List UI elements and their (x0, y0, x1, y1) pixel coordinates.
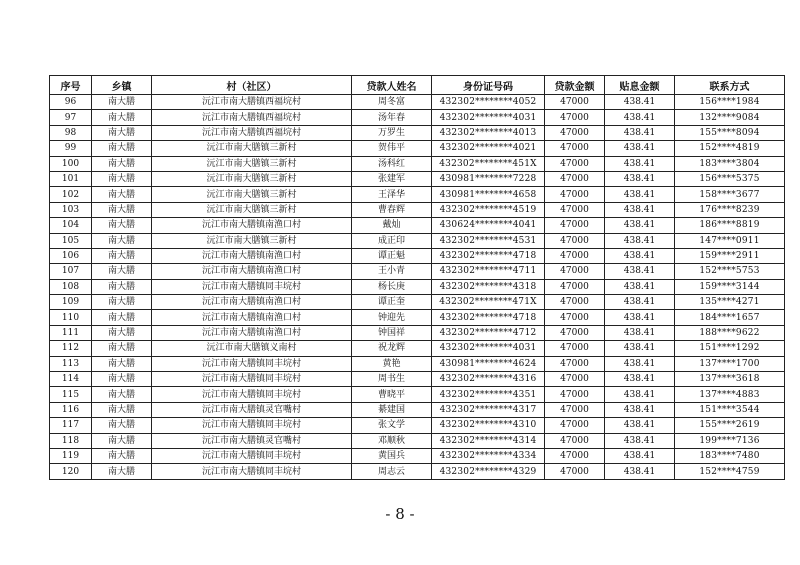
subsidy-amount-cell: 438.41 (605, 110, 675, 125)
table-row (50, 356, 785, 371)
village-cell: 沅江市南大膳镇西福垸村 (152, 125, 352, 140)
serial-number-cell: 110 (50, 310, 92, 325)
table-row (50, 233, 785, 248)
header-id-number: 身份证号码 (432, 76, 545, 95)
contact-cell: 158****3677 (675, 187, 785, 202)
id-number-cell: 432302********4718 (432, 310, 545, 325)
contact-cell: 152****4819 (675, 141, 785, 156)
loan-amount-cell: 47000 (545, 325, 605, 340)
borrower-name-cell: 贺伟平 (352, 141, 432, 156)
id-number-cell: 432302********4519 (432, 202, 545, 217)
serial-number-cell: 97 (50, 110, 92, 125)
subsidy-amount-cell: 438.41 (605, 171, 675, 186)
contact-cell: 137****1700 (675, 356, 785, 371)
id-number-cell: 432302********4718 (432, 248, 545, 263)
borrower-name-cell: 张建军 (352, 171, 432, 186)
table-row (50, 310, 785, 325)
table-row (50, 402, 785, 417)
contact-cell: 199****7136 (675, 433, 785, 448)
loan-amount-cell: 47000 (545, 464, 605, 479)
subsidy-amount-cell: 438.41 (605, 356, 675, 371)
id-number-cell: 432302********4052 (432, 95, 545, 110)
serial-number-cell: 119 (50, 448, 92, 463)
header-loan-amount: 贷款金额 (545, 76, 605, 95)
borrower-name-cell: 黄艳 (352, 356, 432, 371)
contact-cell: 159****3144 (675, 279, 785, 294)
borrower-name-cell: 谭正魁 (352, 248, 432, 263)
township-cell: 南大膳 (92, 341, 152, 356)
loan-amount-cell: 47000 (545, 387, 605, 402)
id-number-cell: 432302********471X (432, 295, 545, 310)
borrower-name-cell: 曹春辉 (352, 202, 432, 217)
loan-amount-cell: 47000 (545, 372, 605, 387)
page-number: - 8 - (385, 505, 415, 523)
serial-number-cell: 120 (50, 464, 92, 479)
subsidy-amount-cell: 438.41 (605, 341, 675, 356)
township-cell: 南大膳 (92, 356, 152, 371)
borrower-name-cell: 周冬富 (352, 95, 432, 110)
subsidy-amount-cell: 438.41 (605, 233, 675, 248)
id-number-cell: 432302********4318 (432, 279, 545, 294)
contact-cell: 151****3544 (675, 402, 785, 417)
id-number-cell: 432302********4531 (432, 233, 545, 248)
contact-cell: 135****4271 (675, 295, 785, 310)
contact-cell: 132****9084 (675, 110, 785, 125)
serial-number-cell: 103 (50, 202, 92, 217)
township-cell: 南大膳 (92, 233, 152, 248)
subsidy-amount-cell: 438.41 (605, 325, 675, 340)
township-cell: 南大膳 (92, 248, 152, 263)
borrower-name-cell: 万罗生 (352, 125, 432, 140)
serial-number-cell: 115 (50, 387, 92, 402)
village-cell: 沅江市南大膳镇西福垸村 (152, 110, 352, 125)
subsidy-amount-cell: 438.41 (605, 433, 675, 448)
serial-number-cell: 96 (50, 95, 92, 110)
serial-number-cell: 114 (50, 372, 92, 387)
loan-amount-cell: 47000 (545, 341, 605, 356)
loan-amount-cell: 47000 (545, 187, 605, 202)
serial-number-cell: 111 (50, 325, 92, 340)
township-cell: 南大膳 (92, 448, 152, 463)
serial-number-cell: 108 (50, 279, 92, 294)
contact-cell: 155****2619 (675, 418, 785, 433)
township-cell: 南大膳 (92, 264, 152, 279)
contact-cell: 156****5375 (675, 171, 785, 186)
header-borrower-name: 贷款人姓名 (352, 76, 432, 95)
serial-number-cell: 105 (50, 233, 92, 248)
serial-number-cell: 112 (50, 341, 92, 356)
loan-amount-cell: 47000 (545, 356, 605, 371)
loan-amount-cell: 47000 (545, 156, 605, 171)
borrower-name-cell: 王泽华 (352, 187, 432, 202)
subsidy-amount-cell: 438.41 (605, 218, 675, 233)
township-cell: 南大膳 (92, 433, 152, 448)
loan-amount-cell: 47000 (545, 310, 605, 325)
table-row (50, 171, 785, 186)
id-number-cell: 432302********4031 (432, 341, 545, 356)
header-serial-number: 序号 (50, 76, 92, 95)
village-cell: 沅江市南大膳镇南渔口村 (152, 295, 352, 310)
header-contact: 联系方式 (675, 76, 785, 95)
borrower-name-cell: 王小青 (352, 264, 432, 279)
serial-number-cell: 118 (50, 433, 92, 448)
serial-number-cell: 106 (50, 248, 92, 263)
village-cell: 沅江市南大膳镇三新村 (152, 233, 352, 248)
borrower-name-cell: 周志云 (352, 464, 432, 479)
contact-cell: 152****5753 (675, 264, 785, 279)
village-cell: 沅江市南大膳镇同丰垸村 (152, 448, 352, 463)
loan-amount-cell: 47000 (545, 141, 605, 156)
serial-number-cell: 98 (50, 125, 92, 140)
village-cell: 沅江市南大膳镇同丰垸村 (152, 387, 352, 402)
table-row (50, 125, 785, 140)
id-number-cell: 432302********4334 (432, 448, 545, 463)
table-row (50, 110, 785, 125)
township-cell: 南大膳 (92, 202, 152, 217)
contact-cell: 152****4759 (675, 464, 785, 479)
contact-cell: 156****1984 (675, 95, 785, 110)
contact-cell: 186****8819 (675, 218, 785, 233)
table-row (50, 295, 785, 310)
header-village: 村（社区） (152, 76, 352, 95)
subsidy-amount-cell: 438.41 (605, 464, 675, 479)
village-cell: 沅江市南大膳镇灵官嘴村 (152, 402, 352, 417)
village-cell: 沅江市南大膳镇三新村 (152, 171, 352, 186)
village-cell: 沅江市南大膳镇同丰垸村 (152, 464, 352, 479)
borrower-name-cell: 汤科红 (352, 156, 432, 171)
village-cell: 沅江市南大膳镇灵官嘴村 (152, 433, 352, 448)
table-row (50, 141, 785, 156)
borrower-name-cell: 汤年春 (352, 110, 432, 125)
township-cell: 南大膳 (92, 110, 152, 125)
contact-cell: 184****1657 (675, 310, 785, 325)
id-number-cell: 430624********4041 (432, 218, 545, 233)
loan-amount-cell: 47000 (545, 402, 605, 417)
serial-number-cell: 101 (50, 171, 92, 186)
id-number-cell: 430981********4624 (432, 356, 545, 371)
id-number-cell: 432302********451X (432, 156, 545, 171)
village-cell: 沅江市南大膳镇南渔口村 (152, 248, 352, 263)
loan-amount-cell: 47000 (545, 95, 605, 110)
borrower-name-cell: 成正印 (352, 233, 432, 248)
borrower-name-cell: 綦建国 (352, 402, 432, 417)
subsidy-amount-cell: 438.41 (605, 248, 675, 263)
id-number-cell: 432302********4310 (432, 418, 545, 433)
subsidy-amount-cell: 438.41 (605, 202, 675, 217)
loan-amount-cell: 47000 (545, 125, 605, 140)
subsidy-amount-cell: 438.41 (605, 448, 675, 463)
loan-amount-cell: 47000 (545, 218, 605, 233)
subsidy-amount-cell: 438.41 (605, 295, 675, 310)
table-row (50, 156, 785, 171)
serial-number-cell: 99 (50, 141, 92, 156)
loan-amount-cell: 47000 (545, 433, 605, 448)
village-cell: 沅江市南大膳镇同丰垸村 (152, 356, 352, 371)
subsidy-amount-cell: 438.41 (605, 187, 675, 202)
township-cell: 南大膳 (92, 187, 152, 202)
township-cell: 南大膳 (92, 141, 152, 156)
borrower-name-cell: 谭正奎 (352, 295, 432, 310)
table-row (50, 325, 785, 340)
township-cell: 南大膳 (92, 295, 152, 310)
id-number-cell: 432302********4712 (432, 325, 545, 340)
borrower-name-cell: 戴灿 (352, 218, 432, 233)
township-cell: 南大膳 (92, 218, 152, 233)
loan-amount-cell: 47000 (545, 279, 605, 294)
village-cell: 沅江市南大膳镇同丰垸村 (152, 372, 352, 387)
village-cell: 沅江市南大膳镇义南村 (152, 341, 352, 356)
serial-number-cell: 109 (50, 295, 92, 310)
village-cell: 沅江市南大膳镇南渔口村 (152, 325, 352, 340)
contact-cell: 151****1292 (675, 341, 785, 356)
id-number-cell: 432302********4351 (432, 387, 545, 402)
loan-amount-cell: 47000 (545, 110, 605, 125)
township-cell: 南大膳 (92, 95, 152, 110)
subsidy-amount-cell: 438.41 (605, 279, 675, 294)
serial-number-cell: 102 (50, 187, 92, 202)
village-cell: 沅江市南大膳镇西福垸村 (152, 95, 352, 110)
table-body (50, 95, 785, 480)
borrower-name-cell: 张文学 (352, 418, 432, 433)
contact-cell: 155****8094 (675, 125, 785, 140)
loan-amount-cell: 47000 (545, 295, 605, 310)
village-cell: 沅江市南大膳镇同丰垸村 (152, 279, 352, 294)
subsidy-amount-cell: 438.41 (605, 264, 675, 279)
id-number-cell: 432302********4329 (432, 464, 545, 479)
township-cell: 南大膳 (92, 279, 152, 294)
village-cell: 沅江市南大膳镇三新村 (152, 156, 352, 171)
subsidy-amount-cell: 438.41 (605, 418, 675, 433)
village-cell: 沅江市南大膳镇三新村 (152, 187, 352, 202)
township-cell: 南大膳 (92, 372, 152, 387)
village-cell: 沅江市南大膳镇南渔口村 (152, 218, 352, 233)
borrower-name-cell: 祝龙辉 (352, 341, 432, 356)
table-row (50, 248, 785, 263)
subsidy-amount-cell: 438.41 (605, 387, 675, 402)
table-row (50, 372, 785, 387)
loan-amount-cell: 47000 (545, 248, 605, 263)
township-cell: 南大膳 (92, 310, 152, 325)
table-row (50, 433, 785, 448)
table-row (50, 418, 785, 433)
id-number-cell: 432302********4711 (432, 264, 545, 279)
village-cell: 沅江市南大膳镇三新村 (152, 141, 352, 156)
township-cell: 南大膳 (92, 156, 152, 171)
subsidy-amount-cell: 438.41 (605, 156, 675, 171)
table-header-row (50, 76, 785, 95)
table-row (50, 187, 785, 202)
id-number-cell: 432302********4317 (432, 402, 545, 417)
id-number-cell: 430981********4658 (432, 187, 545, 202)
contact-cell: 159****2911 (675, 248, 785, 263)
township-cell: 南大膳 (92, 387, 152, 402)
loan-subsidy-table (49, 75, 785, 480)
subsidy-amount-cell: 438.41 (605, 372, 675, 387)
id-number-cell: 430981********7228 (432, 171, 545, 186)
id-number-cell: 432302********4314 (432, 433, 545, 448)
contact-cell: 183****3804 (675, 156, 785, 171)
id-number-cell: 432302********4316 (432, 372, 545, 387)
loan-amount-cell: 47000 (545, 418, 605, 433)
serial-number-cell: 107 (50, 264, 92, 279)
table-row (50, 341, 785, 356)
serial-number-cell: 116 (50, 402, 92, 417)
table-row (50, 464, 785, 479)
table-row (50, 264, 785, 279)
borrower-name-cell: 杨长庚 (352, 279, 432, 294)
loan-amount-cell: 47000 (545, 202, 605, 217)
village-cell: 沅江市南大膳镇三新村 (152, 202, 352, 217)
subsidy-amount-cell: 438.41 (605, 95, 675, 110)
township-cell: 南大膳 (92, 125, 152, 140)
contact-cell: 137****3618 (675, 372, 785, 387)
id-number-cell: 432302********4021 (432, 141, 545, 156)
id-number-cell: 432302********4013 (432, 125, 545, 140)
borrower-name-cell: 曹晓平 (352, 387, 432, 402)
table-row (50, 95, 785, 110)
loan-amount-cell: 47000 (545, 448, 605, 463)
serial-number-cell: 100 (50, 156, 92, 171)
village-cell: 沅江市南大膳镇同丰垸村 (152, 418, 352, 433)
borrower-name-cell: 邓顺秋 (352, 433, 432, 448)
serial-number-cell: 104 (50, 218, 92, 233)
contact-cell: 137****4883 (675, 387, 785, 402)
borrower-name-cell: 钟迎先 (352, 310, 432, 325)
loan-amount-cell: 47000 (545, 171, 605, 186)
township-cell: 南大膳 (92, 464, 152, 479)
header-township: 乡镇 (92, 76, 152, 95)
table-row (50, 279, 785, 294)
table-row (50, 218, 785, 233)
loan-amount-cell: 47000 (545, 264, 605, 279)
contact-cell: 183****7480 (675, 448, 785, 463)
township-cell: 南大膳 (92, 325, 152, 340)
loan-amount-cell: 47000 (545, 233, 605, 248)
table-row (50, 202, 785, 217)
subsidy-amount-cell: 438.41 (605, 125, 675, 140)
subsidy-amount-cell: 438.41 (605, 402, 675, 417)
id-number-cell: 432302********4031 (432, 110, 545, 125)
contact-cell: 176****8239 (675, 202, 785, 217)
subsidy-amount-cell: 438.41 (605, 141, 675, 156)
township-cell: 南大膳 (92, 418, 152, 433)
table-row (50, 448, 785, 463)
serial-number-cell: 117 (50, 418, 92, 433)
village-cell: 沅江市南大膳镇南渔口村 (152, 310, 352, 325)
township-cell: 南大膳 (92, 402, 152, 417)
borrower-name-cell: 钟国祥 (352, 325, 432, 340)
borrower-name-cell: 周书生 (352, 372, 432, 387)
contact-cell: 188****9622 (675, 325, 785, 340)
header-subsidy-amount: 贴息金额 (605, 76, 675, 95)
serial-number-cell: 113 (50, 356, 92, 371)
subsidy-amount-cell: 438.41 (605, 310, 675, 325)
village-cell: 沅江市南大膳镇南渔口村 (152, 264, 352, 279)
borrower-name-cell: 黄国兵 (352, 448, 432, 463)
contact-cell: 147****0911 (675, 233, 785, 248)
township-cell: 南大膳 (92, 171, 152, 186)
table-row (50, 387, 785, 402)
